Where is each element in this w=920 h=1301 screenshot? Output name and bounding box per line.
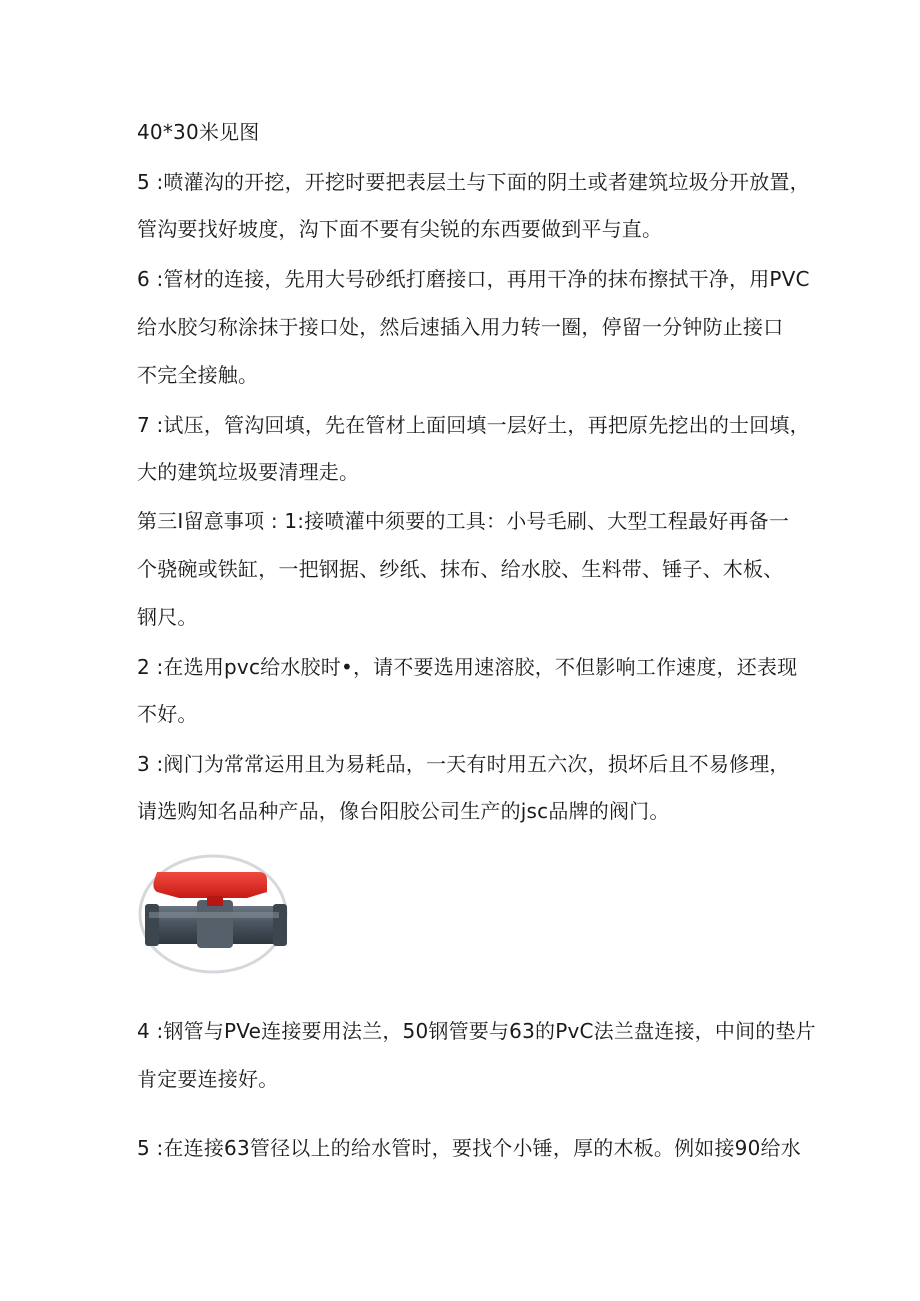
pvc-ball-valve-icon [137, 848, 289, 976]
text-line: 请选购知名品种产品，像台阳胶公司生产的jsc品牌的阀门。 [137, 799, 670, 823]
text-line: 肯定要连接好。 [137, 1067, 279, 1091]
text-line: 3 :阀门为常常运用且为易耗品，一天有时用五六次，损坏后且不易修理， [137, 752, 790, 776]
text-line: 个骁碗或铁缸，一把钢据、纱纸、抹布、给水胶、生料带、锤子、木板、 [137, 557, 784, 581]
text-line: 钢尺。 [137, 605, 198, 629]
text-line: 40*30米见图 [137, 120, 260, 144]
text-line: 管沟要找好坡度，沟下面不要有尖锐的东西要做到平与直。 [137, 217, 663, 241]
text-line: 第三I留意事项 : 1:接喷灌中须要的工具：小号毛刷、大型工程最好再备一 [137, 509, 790, 533]
text-line: 大的建筑垃圾要清理走。 [137, 460, 360, 484]
valve-photo [137, 848, 289, 976]
text-line: 2 :在选用pvc给水胶时•，请不要选用速溶胶，不但影响工作速度，还表现 [137, 655, 798, 679]
text-line: 给水胶匀称涂抹于接口处，然后速插入用力转一圈，停留一分钟防止接口 [137, 315, 784, 339]
text-line: 不好。 [137, 702, 198, 726]
text-line: 6 :管材的连接，先用大号砂纸打磨接口，再用干净的抹布擦拭干净，用PVC [137, 267, 810, 291]
text-line: 5 :在连接63管径以上的给水管时，要找个小锤，厚的木板。例如接90给水 [137, 1136, 801, 1160]
text-line: 不完全接触。 [137, 363, 259, 387]
text-line: 7 :试压，管沟回填，先在管材上面回填一层好土，再把原先挖出的士回填， [137, 413, 810, 437]
text-line: 4 :钢管与PVe连接要用法兰，50钢管要与63的PvC法兰盘连接，中间的垫片 [137, 1019, 816, 1043]
text-line: 5 :喷灌沟的开挖，开挖时要把表层土与下面的阴土或者建筑垃圾分开放置， [137, 170, 810, 194]
